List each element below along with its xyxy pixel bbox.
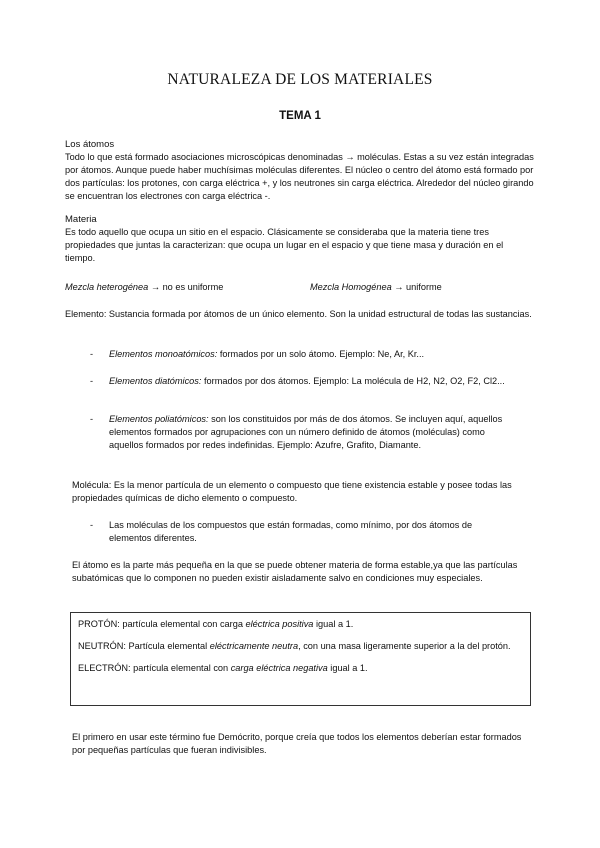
mezclas-row	[65, 281, 535, 294]
particulas-box	[70, 612, 531, 706]
atomo-def-text: El átomo es la parte más pequeña en la que se puede obtener materia de forma estable,ya que las partículas subatómicas que lo componen no pueden existir aisladamente salvo en condiciones muy especiales.	[72, 560, 518, 583]
item-term: Elementos poliatómicos:	[109, 414, 209, 424]
molecula-section	[72, 479, 534, 505]
elemento-list	[90, 348, 510, 361]
mezcla-heterogenea	[65, 281, 310, 294]
item-text: son los constituidos por más de dos átomos. Se incluyen aquí, aquellos elementos formados por agrupaciones con un número definido de átomos (moléculas) como aquellos formados por redes indefinidas. Ejemplo: Azufre, Grafito, Diamante.	[109, 414, 503, 450]
mezcla-heterogenea-term: Mezcla heterogénea	[65, 282, 149, 292]
item-text: Las moléculas de los compuestos que están formadas, como mínimo, por dos átomos de elementos diferentes.	[109, 520, 473, 543]
elemento-list-3	[90, 413, 510, 452]
molecula-list	[90, 519, 510, 545]
democrito-text: El primero en usar este término fue Demócrito, porque creía que todos los elementos deberían estar formados por pequeñas partículas que fueran indivisibles.	[72, 732, 522, 755]
item-text: formados por un solo átomo. Ejemplo: Ne, Ar, Kr...	[217, 349, 425, 359]
elemento-section	[65, 308, 535, 321]
proton-line	[78, 618, 523, 631]
atomos-section	[65, 138, 535, 203]
neutron-post: , con una masa ligeramente superior a la del protón.	[298, 641, 511, 651]
electron-post: igual a 1.	[327, 663, 368, 673]
electron-pre: ELECTRÓN: partícula elemental con	[78, 663, 231, 673]
bullet-dash: -	[90, 414, 94, 424]
page-title: NATURALEZA DE LOS MATERIALES	[167, 71, 433, 88]
democrito-section	[72, 731, 534, 757]
elemento-text: Elemento: Sustancia formada por átomos de un único elemento. Son la unidad estructural de todas las sustancias.	[65, 309, 532, 319]
elemento-list-2	[90, 375, 510, 388]
item-text: formados por dos átomos. Ejemplo: La molécula de H2, N2, O2, F2, Cl2...	[201, 376, 505, 386]
materia-heading: Materia	[65, 214, 97, 225]
atomos-text: Todo lo que está formado asociaciones microscópicas denominadas → moléculas. Estas a su vez están integradas por átomos. Aunque puede haber muchísimas moléculas diferentes. El núcleo o centro del átomo está formado por dos partículas: los protones, con carga eléctrica +, y los neutrones sin carga eléctrica. Alrededor del núcleo girando se encuentran los electrones con carga eléctrica -.	[65, 152, 534, 201]
proton-pre: PROTÓN: partícula elemental con carga	[78, 619, 246, 629]
list-item	[90, 375, 510, 388]
electron-line	[78, 662, 523, 675]
list-item	[90, 413, 510, 452]
bullet-dash: -	[90, 349, 94, 359]
list-item	[90, 519, 510, 545]
item-term: Elementos diatómicos:	[109, 376, 202, 386]
list-item	[90, 348, 510, 361]
neutron-em: eléctricamente neutra	[209, 641, 299, 651]
mezcla-homogenea-term: Mezcla Homogénea	[310, 282, 392, 292]
proton-em: eléctrica positiva	[245, 619, 314, 629]
item-term: Elementos monoatómicos:	[109, 349, 218, 359]
mezcla-heterogenea-def: → no es uniforme	[150, 282, 224, 292]
atomos-heading: Los átomos	[65, 139, 115, 150]
proton-post: igual a 1.	[313, 619, 354, 629]
molecula-text: Molécula: Es la menor partícula de un elemento o compuesto que tiene existencia estable y posee todas las propiedades químicas de dicho elemento o compuesto.	[72, 480, 512, 503]
bullet-dash: -	[90, 376, 94, 386]
materia-section	[65, 213, 535, 265]
neutron-pre: NEUTRÓN: Partícula elemental	[78, 641, 210, 651]
mezcla-homogenea	[310, 281, 442, 294]
materia-text: Es todo aquello que ocupa un sitio en el espacio. Clásicamente se consideraba que la materia tiene tres propiedades que juntas la caracterizan: que ocupa un lugar en el espacio y que tiene masa y duración en el tiempo.	[65, 227, 504, 263]
neutron-line	[78, 640, 523, 653]
mezcla-homogenea-def: → uniforme	[394, 282, 442, 292]
bullet-dash: -	[90, 520, 94, 530]
electron-em: carga eléctrica negativa	[230, 663, 328, 673]
atomo-def-section	[72, 559, 534, 585]
page-subtitle: TEMA 1	[279, 110, 321, 122]
